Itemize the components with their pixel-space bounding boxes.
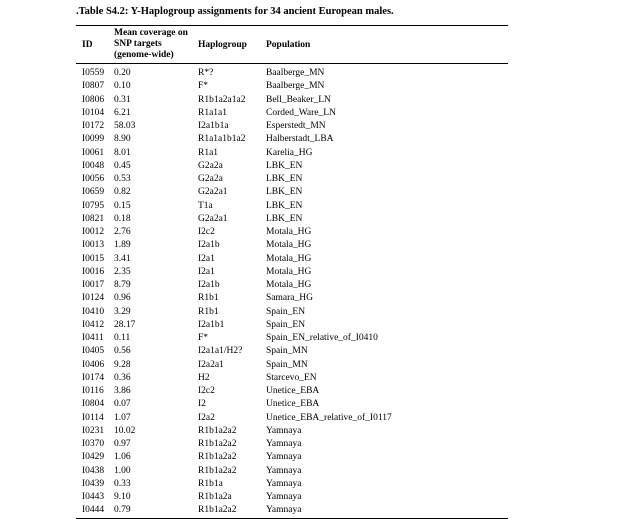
cell-haplogroup: F* <box>198 333 209 343</box>
header-id: ID <box>82 40 93 50</box>
table-row <box>76 133 508 146</box>
table-row <box>76 319 508 332</box>
table-row <box>76 332 508 345</box>
table-row <box>76 465 508 478</box>
cell-coverage: 0.11 <box>114 333 131 343</box>
cell-haplogroup: R1b1 <box>198 293 219 304</box>
cell-haplogroup: T1a <box>198 200 213 211</box>
cell-population: Yamnaya <box>266 505 302 516</box>
table-bottom-rule <box>76 518 508 519</box>
cell-population: Yamnaya <box>266 492 302 502</box>
cell-id: I0438 <box>82 465 105 476</box>
cell-id: I0231 <box>82 425 105 436</box>
cell-haplogroup: R*? <box>198 68 214 78</box>
cell-haplogroup: R1b1 <box>198 306 219 317</box>
cell-coverage: 0.96 <box>114 293 131 304</box>
cell-population: Unetice_EBA_relative_of_I0117 <box>266 412 392 423</box>
cell-id: I0405 <box>82 346 105 357</box>
cell-haplogroup: R1a1a1 <box>198 107 228 118</box>
cell-coverage: 0.97 <box>114 439 131 449</box>
cell-haplogroup: R1a1a1b1a2 <box>198 134 246 145</box>
table-body <box>76 64 508 518</box>
table-row <box>76 451 508 464</box>
table-row <box>76 107 508 120</box>
cell-population: Bell_Beaker_LN <box>266 94 331 105</box>
table-row <box>76 80 508 93</box>
cell-coverage: 1.89 <box>114 240 131 251</box>
cell-id: I0429 <box>82 452 105 463</box>
cell-population: LBK_EN <box>266 187 303 198</box>
cell-coverage: 0.10 <box>114 81 131 92</box>
cell-id: I0412 <box>82 319 105 330</box>
table-row <box>76 478 508 491</box>
cell-haplogroup: I2 <box>198 399 206 410</box>
cell-haplogroup: I2a1b1a <box>198 121 229 131</box>
table-row <box>76 412 508 425</box>
cell-haplogroup: G2a2a1 <box>198 187 228 198</box>
table-row <box>76 359 508 372</box>
cell-population: LBK_EN <box>266 174 303 184</box>
cell-id: I0174 <box>82 372 105 383</box>
cell-id: I0016 <box>82 266 105 277</box>
cell-coverage: 0.18 <box>114 213 131 224</box>
cell-id: I0821 <box>82 213 105 224</box>
cell-coverage: 8.79 <box>114 280 131 290</box>
cell-haplogroup: I2a1a1/H2? <box>198 346 243 357</box>
cell-coverage: 2.76 <box>114 227 131 237</box>
cell-id: I0124 <box>82 293 105 304</box>
cell-haplogroup: G2a2a1 <box>198 213 228 224</box>
cell-id: I0444 <box>82 505 105 516</box>
cell-population: Baalberge_MN <box>266 68 325 78</box>
cell-population: Spain_EN <box>266 306 306 317</box>
cell-population: Yamnaya <box>266 465 302 476</box>
table-row <box>76 200 508 213</box>
cell-population: Motala_HG <box>266 266 312 277</box>
cell-population: Halberstadt_LBA <box>266 134 334 145</box>
table-row <box>76 306 508 319</box>
table-row <box>76 425 508 438</box>
table-header <box>76 26 508 63</box>
cell-haplogroup: I2a1b <box>198 280 220 290</box>
haplogroup-table <box>76 25 508 519</box>
cell-id: I0061 <box>82 147 105 158</box>
cell-population: LBK_EN <box>266 160 303 171</box>
table-row <box>76 226 508 239</box>
cell-haplogroup: I2a1 <box>198 266 215 277</box>
table-row <box>76 120 508 133</box>
header-population: Population <box>266 40 311 50</box>
cell-coverage: 0.36 <box>114 372 131 383</box>
cell-haplogroup: I2a1 <box>198 253 215 264</box>
cell-population: Motala_HG <box>266 253 312 264</box>
header-coverage: Mean coverage on SNP targets (genome-wide) <box>114 28 188 60</box>
cell-coverage: 3.41 <box>114 253 131 264</box>
cell-coverage: 0.53 <box>114 174 131 184</box>
cell-haplogroup: R1b1a2a2 <box>198 439 237 449</box>
table-row <box>76 372 508 385</box>
cell-coverage: 0.07 <box>114 399 131 410</box>
cell-haplogroup: R1b1a2a1a2 <box>198 94 246 105</box>
cell-coverage: 0.45 <box>114 160 131 171</box>
cell-population: Unetice_EBA <box>266 399 320 410</box>
table-row <box>76 345 508 358</box>
cell-population: Spain_MN <box>266 359 308 370</box>
cell-haplogroup: I2a2 <box>198 412 215 423</box>
cell-haplogroup: F* <box>198 81 209 92</box>
cell-id: I0659 <box>82 187 105 198</box>
cell-id: I0116 <box>82 386 104 396</box>
cell-coverage: 0.79 <box>114 505 131 516</box>
cell-id: I0056 <box>82 174 105 184</box>
table-row <box>76 385 508 398</box>
table-row <box>76 398 508 411</box>
cell-id: I0411 <box>82 333 104 343</box>
cell-id: I0439 <box>82 478 105 489</box>
cell-coverage: 3.86 <box>114 386 131 396</box>
table-row <box>76 266 508 279</box>
cell-population: Spain_EN_relative_of_I0410 <box>266 333 378 343</box>
cell-population: LBK_EN <box>266 213 303 224</box>
cell-coverage: 8.90 <box>114 134 131 145</box>
table-row <box>76 491 508 504</box>
cell-haplogroup: R1b1a2a2 <box>198 452 237 463</box>
cell-population: LBK_EN <box>266 200 303 211</box>
cell-id: I0559 <box>82 68 105 78</box>
cell-coverage: 1.00 <box>114 465 131 476</box>
cell-haplogroup: R1b1a <box>198 478 223 489</box>
header-haplogroup: Haplogroup <box>198 40 247 50</box>
cell-population: Motala_HG <box>266 227 312 237</box>
cell-haplogroup: I2c2 <box>198 386 215 396</box>
cell-haplogroup: I2c2 <box>198 227 215 237</box>
cell-coverage: 0.31 <box>114 94 131 105</box>
table-row <box>76 173 508 186</box>
cell-id: I0099 <box>82 134 105 145</box>
cell-id: I0012 <box>82 227 105 237</box>
cell-population: Spain_EN <box>266 319 306 330</box>
cell-coverage: 0.20 <box>114 68 131 78</box>
cell-haplogroup: H2 <box>198 372 210 383</box>
cell-id: I0806 <box>82 94 105 105</box>
cell-haplogroup: R1b1a2a2 <box>198 465 237 476</box>
cell-population: Motala_HG <box>266 240 312 251</box>
cell-population: Motala_HG <box>266 280 312 290</box>
cell-id: I0114 <box>82 412 104 423</box>
cell-id: I0443 <box>82 492 105 502</box>
cell-id: I0015 <box>82 253 105 264</box>
cell-population: Spain_MN <box>266 346 308 357</box>
cell-coverage: 9.28 <box>114 359 131 370</box>
cell-haplogroup: I2a2a1 <box>198 359 224 370</box>
table-row <box>76 504 508 517</box>
table-row <box>76 213 508 226</box>
cell-population: Karelia_HG <box>266 147 313 158</box>
cell-population: Corded_Ware_LN <box>266 107 336 118</box>
table-row <box>76 239 508 252</box>
cell-coverage: 8.01 <box>114 147 131 158</box>
cell-coverage: 2.35 <box>114 266 131 277</box>
cell-haplogroup: I2a1b1 <box>198 319 225 330</box>
cell-haplogroup: R1b1a2a2 <box>198 505 237 516</box>
cell-coverage: 10.02 <box>114 425 136 436</box>
cell-haplogroup: G2a2a <box>198 174 223 184</box>
cell-population: Samara_HG <box>266 293 313 304</box>
cell-population: Yamnaya <box>266 478 302 489</box>
cell-population: Yamnaya <box>266 439 302 449</box>
cell-haplogroup: G2a2a <box>198 160 223 171</box>
cell-haplogroup: R1b1a2a2 <box>198 425 237 436</box>
table-row <box>76 67 508 80</box>
cell-haplogroup: R1a1 <box>198 147 219 158</box>
cell-id: I0104 <box>82 107 105 118</box>
cell-id: I0804 <box>82 399 105 410</box>
cell-population: Yamnaya <box>266 425 302 436</box>
cell-coverage: 1.07 <box>114 412 131 423</box>
cell-id: I0017 <box>82 280 105 290</box>
cell-coverage: 0.56 <box>114 346 131 357</box>
cell-id: I0410 <box>82 306 105 317</box>
cell-population: Yamnaya <box>266 452 302 463</box>
table-row <box>76 160 508 173</box>
cell-coverage: 0.82 <box>114 187 131 198</box>
cell-haplogroup: I2a1b <box>198 240 220 251</box>
table-row <box>76 292 508 305</box>
cell-id: I0370 <box>82 439 105 449</box>
table-row <box>76 253 508 266</box>
cell-id: I0807 <box>82 81 105 92</box>
cell-population: Baalberge_MN <box>266 81 325 92</box>
cell-id: I0013 <box>82 240 105 251</box>
cell-coverage: 28.17 <box>114 319 136 330</box>
table-caption: .Table S4.2: Y-Haplogroup assignments for 34 ancient European males. <box>76 6 394 17</box>
table-row <box>76 438 508 451</box>
cell-coverage: 6.21 <box>114 107 131 118</box>
cell-population: Starcevo_EN <box>266 372 317 383</box>
cell-coverage: 0.15 <box>114 200 131 211</box>
cell-population: Esperstedt_MN <box>266 121 326 131</box>
cell-coverage: 58.03 <box>114 121 136 131</box>
cell-coverage: 9.10 <box>114 492 131 502</box>
table-row <box>76 186 508 199</box>
cell-coverage: 3.29 <box>114 306 131 317</box>
cell-coverage: 1.06 <box>114 452 131 463</box>
cell-id: I0172 <box>82 121 105 131</box>
cell-id: I0406 <box>82 359 105 370</box>
table-row <box>76 279 508 292</box>
table-row <box>76 147 508 160</box>
cell-id: I0795 <box>82 200 105 211</box>
table-row <box>76 94 508 107</box>
cell-id: I0048 <box>82 160 105 171</box>
cell-coverage: 0.33 <box>114 478 131 489</box>
cell-population: Unetice_EBA <box>266 386 320 396</box>
cell-haplogroup: R1b1a2a <box>198 492 232 502</box>
